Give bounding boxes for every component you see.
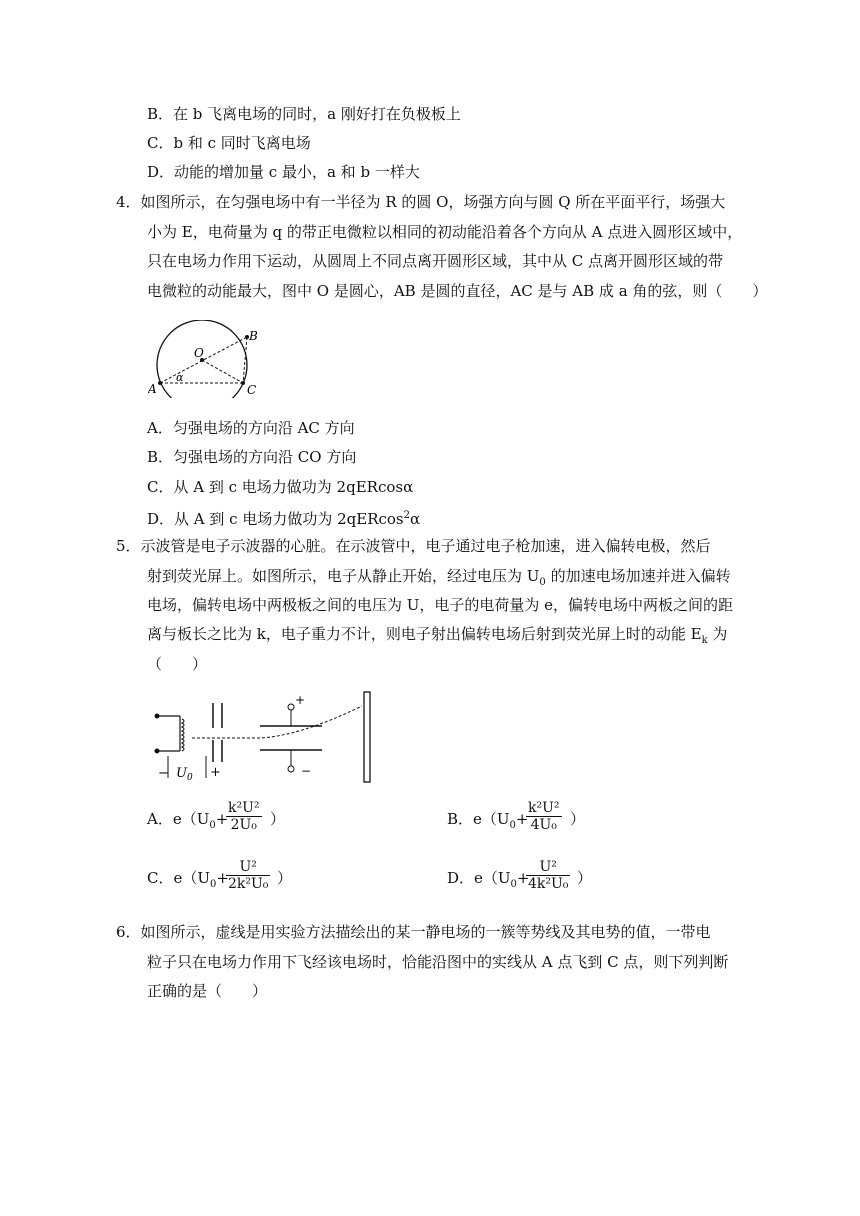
- q4-option-c: C．从 A 到 c 电场力做功为 2qERcosα: [147, 478, 414, 496]
- q4-option-d-post: α: [410, 510, 421, 528]
- q5-stem-line4: [147, 624, 727, 651]
- q5-option-a-text: A．e（U: [147, 810, 210, 828]
- q5-option-a-den: 2U₀: [226, 816, 262, 833]
- fluorescent-screen: [364, 692, 370, 782]
- label-a: A: [148, 382, 157, 396]
- q5-stem-line3: 电场，偏转电场中两极板之间的电压为 U，电子的电荷量为 e，偏转电场中两板之间的距: [147, 596, 734, 614]
- label-b: B: [249, 329, 258, 343]
- accel-minus-label: −: [158, 766, 169, 781]
- q5-option-c-sub: 0: [210, 879, 217, 890]
- q5-option-d-num: U²: [539, 859, 557, 875]
- q4-circle-figure: [148, 320, 268, 398]
- q4-option-d-text: D．从 A 到 c 电场力做功为 2qERcos: [147, 510, 404, 528]
- q5-option-d-text: D．e（U: [447, 869, 511, 887]
- q5-option-d-prefix: [447, 868, 530, 895]
- segment-oc: [202, 360, 243, 383]
- q5-option-c-prefix: [147, 868, 229, 895]
- q5-option-b-close: ）: [570, 810, 586, 828]
- q5-option-c-close: ）: [277, 869, 293, 887]
- q4-stem-line3: 只在电场力作用下运动，从圆周上不同点离开圆形区域，其中从 C 点离开圆形区域的带: [147, 252, 724, 270]
- q5-option-c-text: C．e（U: [147, 869, 210, 887]
- q5-stem-line2-post: 的加速电场加速并进入偏转: [545, 567, 731, 585]
- q5-option-d-plus: +: [516, 869, 530, 887]
- q5-option-b-sub: 0: [509, 820, 516, 831]
- q5-stem-line2-text: 射到荧光屏上。如图所示，电子从静止开始，经过电压为 U: [147, 567, 540, 585]
- q4-option-b: B．匀强电场的方向沿 CO 方向: [147, 448, 357, 466]
- q4-option-d-sup: 2: [403, 510, 410, 521]
- q3-option-d: D．动能的增加量 c 最小，a 和 b 一样大: [147, 163, 420, 181]
- q4-option-a: A．匀强电场的方向沿 AC 方向: [147, 419, 355, 437]
- q5-option-c-num: U²: [239, 859, 257, 875]
- q4-stem-line4: 电微粒的动能最大，图中 O 是圆心，AB 是圆的直径，AC 是与 AB 成 a 角的弦，则（ ）: [147, 282, 768, 300]
- label-o: O: [194, 346, 204, 360]
- electron-path: [192, 706, 362, 738]
- deflect-plus-label: +: [295, 693, 306, 707]
- label-alpha: α: [176, 371, 184, 384]
- q5-option-d-den: 4k²U₀: [528, 876, 569, 892]
- q5-option-c-fraction: [226, 859, 270, 892]
- q5-oscilloscope-figure: [150, 688, 380, 783]
- q5-option-b-plus: +: [515, 810, 529, 828]
- q5-option-b-fraction: [526, 800, 562, 833]
- q5-stem-line5: （ ）: [147, 655, 208, 673]
- label-c: C: [247, 383, 257, 397]
- deflect-minus-label: −: [301, 764, 312, 778]
- q5-option-b-text: B．e（U: [447, 810, 510, 828]
- q4-stem-line2: 小为 E，电荷量为 q 的带正电微粒以相同的初动能沿着各个方向从 A 点进入圆形区域中，: [147, 223, 743, 241]
- q5-option-d-fraction: [526, 859, 570, 892]
- q5-option-c-plus: +: [216, 869, 229, 887]
- q5-option-a-sub: 0: [209, 820, 216, 831]
- accel-plus-label: +: [210, 765, 221, 780]
- q5-option-a-prefix: [147, 809, 228, 836]
- q5-stem-line4-text: 离与板长之比为 k，电子重力不计，则电子射出偏转电场后射到荧光屏上时的动能 E: [147, 625, 702, 643]
- q5-option-c-den: 2k²U₀: [228, 876, 269, 892]
- q5-option-a-close: ）: [270, 810, 286, 828]
- q5-option-d-close: ）: [577, 869, 593, 887]
- q4-stem-line1: 4．如图所示，在匀强电场中有一半径为 R 的圆 O，场强方向与圆 Q 所在平面平行，场强大: [116, 193, 726, 211]
- q5-option-b-prefix: [447, 809, 529, 836]
- q4-option-d: [147, 506, 420, 529]
- q5-stem-line2: [147, 566, 731, 593]
- q6-stem-line3: 正确的是（ ）: [147, 982, 268, 1000]
- q5-stem-line4-post: 为: [707, 625, 728, 643]
- q5-option-b-num: k²U²: [528, 800, 560, 816]
- q5-option-d-sub: 0: [510, 879, 517, 890]
- q5-stem-line2-sub: 0: [539, 577, 546, 588]
- q5-stem-line1: 5．示波管是电子示波器的心脏。在示波管中，电子通过电子枪加速，进入偏转电极，然后: [116, 537, 711, 555]
- accel-voltage-label: $U_0$: [176, 766, 193, 783]
- filament-coil: [182, 719, 184, 751]
- q6-stem-line1: 6．如图所示，虚线是用实验方法描绘出的某一静电场的一簇等势线及其电势的值，一带电: [116, 923, 711, 941]
- q6-stem-line2: 粒子只在电场力作用下飞经该电场时，恰能沿图中的实线从 A 点飞到 C 点，则下列判断: [147, 953, 729, 971]
- q5-stem-line4-sub: k: [701, 635, 708, 646]
- q5-option-a-fraction: [226, 800, 262, 833]
- q3-option-b: B．在 b 飞离电场的同时，a 刚好打在负极板上: [147, 105, 461, 123]
- q5-option-a-plus: +: [215, 810, 229, 828]
- q5-option-a-num: k²U²: [228, 800, 260, 816]
- q3-option-c: C．b 和 c 同时飞离电场: [147, 134, 311, 152]
- q5-option-b-den: 4U₀: [526, 816, 562, 833]
